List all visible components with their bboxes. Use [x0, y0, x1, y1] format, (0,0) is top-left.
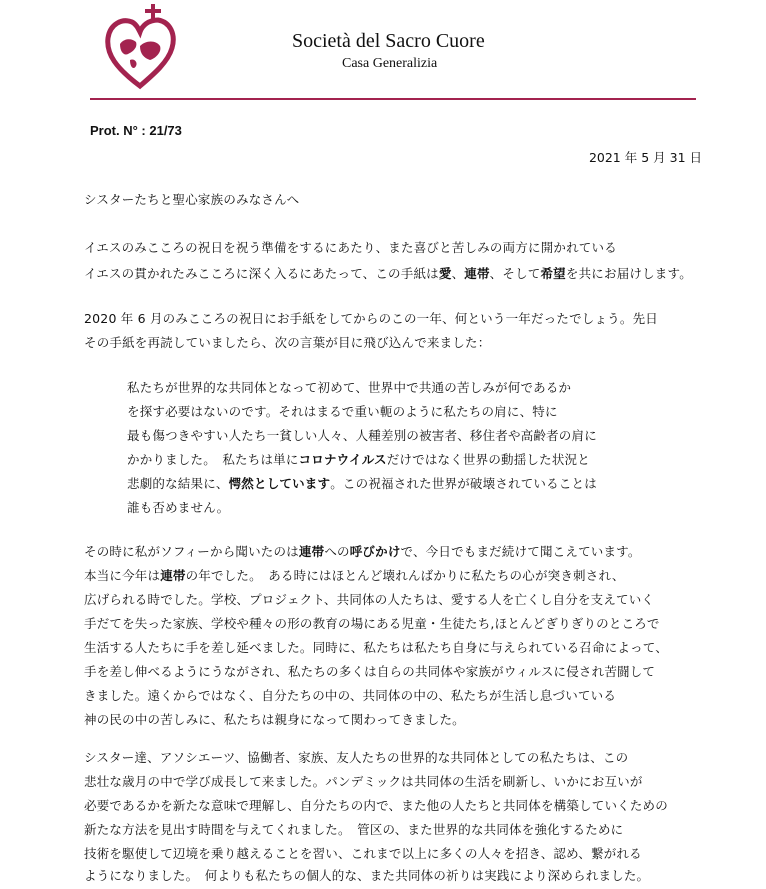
paragraph-line: 新たな方法を見出す時間を与えてくれました。 管区の、また世界的な共同体を強化するために: [84, 822, 624, 837]
paragraph-line: ようになりました。 何よりも私たちの個人的な、また共同体の祈りは実践により深められました。: [84, 868, 650, 883]
bold-text: 連帯: [464, 266, 490, 281]
paragraph-line: シスター達、アソシエーツ、協働者、家族、友人たちの世界的な共同体としての私たちは、この: [84, 750, 629, 765]
text-run: その時に私がソフィーから聞いたのは: [84, 544, 299, 559]
paragraph-line: 広げられる時でした。学校、プロジェクト、共同体の人たちは、愛する人を亡くし自分を支えていく: [84, 592, 655, 607]
society-logo: [102, 2, 178, 94]
paragraph-line: [84, 264, 692, 282]
quote-line: 誰も否めません。: [127, 500, 230, 515]
text-run: かかりました。 私たちは単に: [127, 452, 299, 467]
text-run: 悲劇的な結果に、: [127, 476, 229, 491]
bold-text: 希望: [540, 266, 566, 281]
salutation: シスターたちと聖心家族のみなさんへ: [84, 192, 300, 207]
paragraph-line: 生活する人たちに手を差し延べました。同時に、私たちは私たち自身に与えられている召命によって、: [84, 640, 668, 655]
organization-subtitle: Casa Generalizia: [342, 56, 438, 71]
bold-text: 愛: [438, 266, 452, 281]
text-run: 、: [451, 266, 465, 281]
quote-line: 最も傷つきやすい人たち一貧しい人々、人種差別の被害者、移住者や高齢者の肩に: [127, 428, 597, 443]
paragraph-line: 悲壮な歳月の中で学び成長して来ました。パンデミックは共同体の生活を刷新し、いかにお互いが: [84, 774, 643, 789]
quote-line: [127, 474, 597, 492]
paragraph-line: [84, 566, 625, 584]
paragraph-line: 技術を駆使して辺境を乗り越えることを習い、これまで以上に多くの人々を招き、認め、繋がれる: [84, 846, 642, 861]
protocol-number: Prot. N° : 21/73: [90, 123, 182, 138]
text-run: 、そして: [489, 266, 541, 281]
bold-text: 連帯: [298, 544, 325, 559]
paragraph-line: イエスのみこころの祝日を祝う準備をするにあたり、また喜びと苦しみの両方に開かれている: [84, 240, 617, 255]
paragraph-line: 手を差し伸べるようにうながされ、私たちの多くは自らの共同体や家族がウィルスに侵され苦闘して: [84, 664, 656, 679]
paragraph-line: 手だてを失った家族、学校や種々の形の教育の場にある児童・生徒たち,ほとんどぎりぎりのところで: [84, 616, 660, 631]
paragraph-line: きました。遠くからではなく、自分たちの中の、共同体の中の、私たちが生活し息づいている: [84, 688, 617, 703]
bold-text: コロナウイルス: [298, 452, 387, 467]
paragraph-line: [84, 542, 641, 560]
text-run: への: [324, 544, 350, 559]
text-run: イエスの貫かれたみこころに深く入るにあたって、この手紙は: [84, 266, 439, 281]
text-run: 。この祝福された世界が破壊されていることは: [330, 476, 597, 491]
quote-line: を探す必要はないのです。それはまるで重い軛のように私たちの肩に、特に: [127, 404, 558, 419]
quote-line: [127, 450, 590, 468]
paragraph-line: 神の民の中の苦しみに、私たちは親身になって関わってきました。: [84, 712, 465, 727]
organization-title: Società del Sacro Cuore: [292, 30, 485, 52]
bold-text: 呼びかけ: [349, 544, 401, 559]
text-run: 本当に今年は: [84, 568, 161, 583]
text-run: の年でした。 ある時にはほとんど壊れんばかりに私たちの心が突き刺され、: [185, 568, 625, 583]
paragraph-line: 必要であるかを新たな意味で理解し、自分たちの内で、また他の人たちと共同体を構築していくための: [84, 798, 668, 813]
text-run: を共にお届けします。: [565, 266, 692, 281]
text-run: で、今日でもまだ続けて聞こえています。: [400, 544, 641, 559]
bold-text: 愕然としています: [228, 476, 331, 491]
paragraph-line: その手紙を再読していましたら、次の言葉が目に飛び込んで来ました：: [84, 335, 491, 350]
header-divider: [90, 98, 696, 100]
letter-date: 2021 年 5 月 31 日: [588, 150, 702, 165]
paragraph-line: 2020 年 6 月のみこころの祝日にお手紙をしてからのこの一年、何という一年だったでしょう。先日: [84, 311, 658, 326]
bold-text: 連帯: [160, 568, 186, 583]
quote-line: 私たちが世界的な共同体となって初めて、世界中で共通の苦しみが何であるか: [127, 380, 572, 395]
text-run: だけではなく世界の動揺した状況と: [386, 452, 590, 467]
